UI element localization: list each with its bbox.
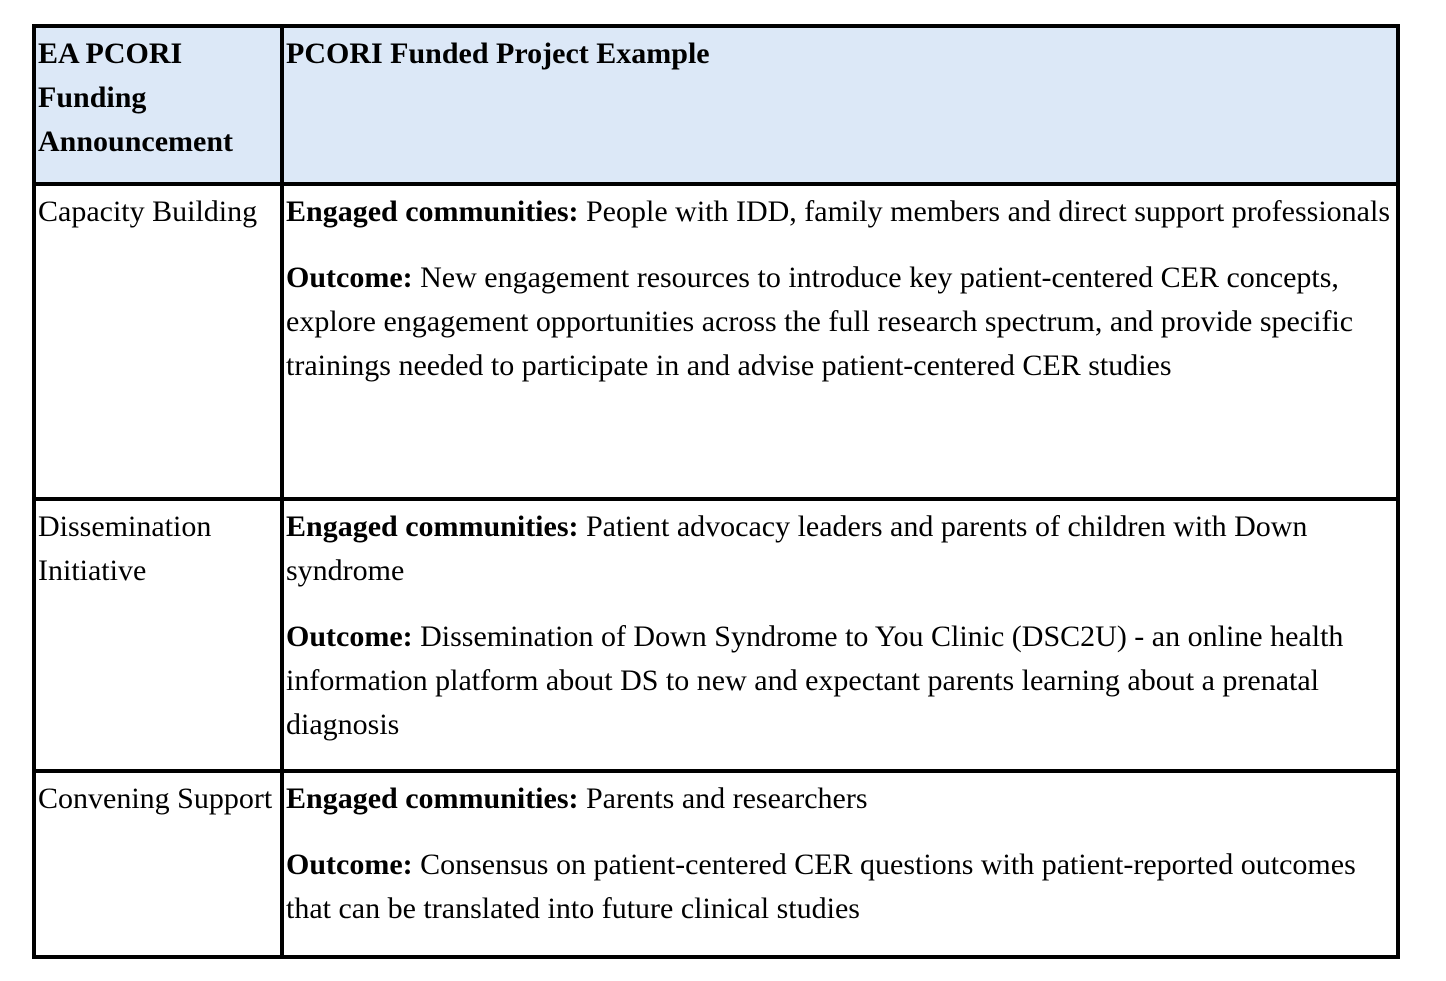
engaged-label: Engaged communities: — [286, 510, 579, 543]
outcome — [286, 256, 1394, 388]
outcome-text: Dissemination of Down Syndrome to You Clinic (DSC2U) - an online health information platform about DS to new and expectant parents learning about a prenatal diagnosis — [286, 620, 1344, 741]
table-row — [34, 499, 1398, 771]
outcome-text: Consensus on patient-centered CER questions with patient-reported outcomes that can be translated into future clinical studies — [286, 848, 1356, 925]
table-row — [34, 771, 1398, 957]
announcement-cell: Dissemination Initiative — [34, 499, 282, 771]
engaged-text: People with IDD, family members and direct support professionals — [586, 195, 1390, 228]
outcome-text: New engagement resources to introduce key patient-centered CER concepts, explore engagement opportunities across the full research spectrum, and provide specific trainings needed to participate in and advise patient-centered CER studies — [286, 261, 1354, 382]
project-cell — [282, 499, 1398, 771]
project-cell — [282, 184, 1398, 499]
outcome-label: Outcome: — [286, 848, 413, 881]
announcement-cell: Convening Support — [34, 771, 282, 957]
outcome-label: Outcome: — [286, 261, 413, 294]
engaged-communities — [286, 777, 1394, 821]
header-project-example: PCORI Funded Project Example — [282, 26, 1398, 184]
table-row — [34, 184, 1398, 499]
engaged-communities — [286, 190, 1394, 234]
engaged-text: Patient advocacy leaders and parents of children with Down syndrome — [286, 510, 1308, 587]
outcome-label: Outcome: — [286, 620, 413, 653]
engaged-communities — [286, 505, 1394, 593]
outcome — [286, 843, 1394, 931]
project-cell — [282, 771, 1398, 957]
announcement-cell: Capacity Building — [34, 184, 282, 499]
header-announcement: EA PCORI Funding Announcement — [34, 26, 282, 184]
engaged-text: Parents and researchers — [586, 782, 868, 815]
outcome — [286, 615, 1394, 747]
header-row — [34, 26, 1398, 184]
funding-table — [32, 24, 1400, 959]
engaged-label: Engaged communities: — [286, 195, 579, 228]
engaged-label: Engaged communities: — [286, 782, 579, 815]
